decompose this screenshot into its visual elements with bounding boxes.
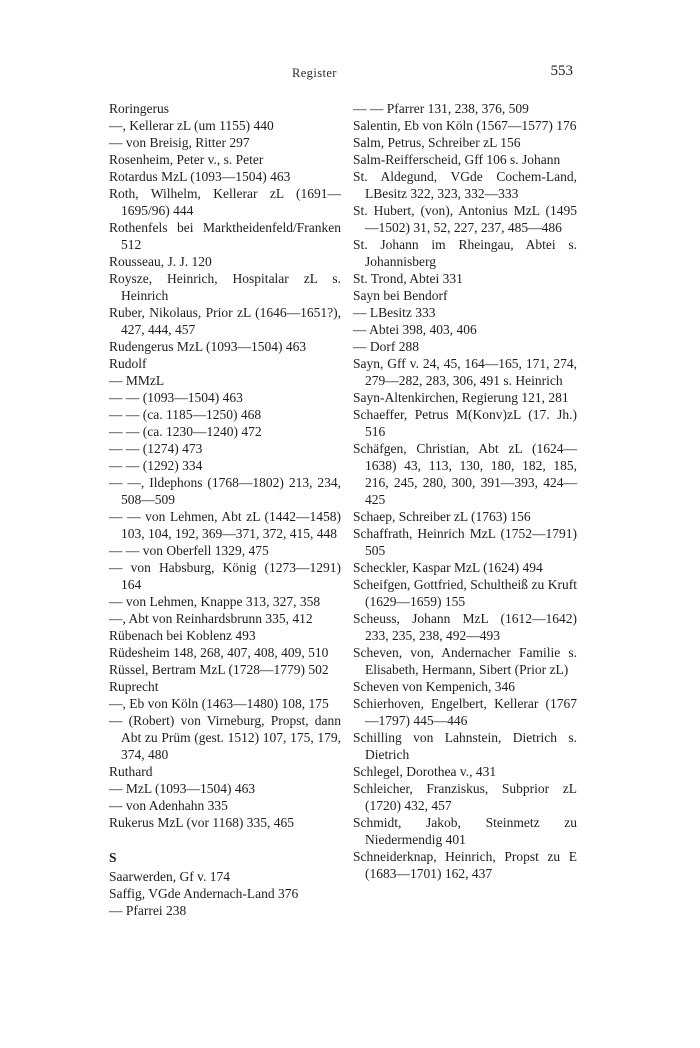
- index-entry: Schleicher, Franziskus, Subprior zL (1720) 432, 457: [353, 781, 577, 813]
- index-entry: —, Abt von Reinhardsbrunn 335, 412: [109, 611, 313, 626]
- index-entry: Rukerus MzL (vor 1168) 335, 465: [109, 815, 294, 830]
- index-entry: — von Habsburg, König (1273—1291) 164: [109, 560, 341, 592]
- index-entry: — — Pfarrer 131, 238, 376, 509: [353, 101, 529, 116]
- index-entry: Sayn, Gff v. 24, 45, 164—165, 171, 274, 279—282, 283, 306, 491 s. Heinrich: [353, 356, 577, 388]
- index-entry: St. Johann im Rheingau, Abtei s. Johannisberg: [353, 237, 577, 269]
- index-entry: St. Trond, Abtei 331: [353, 271, 463, 286]
- index-entry: Rudolf: [109, 356, 147, 371]
- index-entry: — Abtei 398, 403, 406: [353, 322, 477, 337]
- index-entry: — — von Lehmen, Abt zL (1442—1458) 103, 104, 192, 369—371, 372, 415, 448: [109, 509, 341, 541]
- index-entry: Rüdesheim 148, 268, 407, 408, 409, 510: [109, 645, 329, 660]
- index-entry: Schierhoven, Engelbert, Kellerar (1767—1797) 445—446: [353, 696, 577, 728]
- left-column: [109, 100, 341, 919]
- index-entry: Schilling von Lahnstein, Dietrich s. Dietrich: [353, 730, 577, 762]
- index-entry: Roth, Wilhelm, Kellerar zL (1691—1695/96) 444: [109, 186, 341, 218]
- index-entry: Roysze, Heinrich, Hospitalar zL s. Heinrich: [109, 271, 341, 303]
- index-entry: Schneiderknap, Heinrich, Propst zu E (1683—1701) 162, 437: [353, 849, 577, 881]
- index-entry: — — (1093—1504) 463: [109, 390, 243, 405]
- index-entry: Ruprecht: [109, 679, 159, 694]
- index-entry: Schaep, Schreiber zL (1763) 156: [353, 509, 531, 524]
- index-entry: — von Lehmen, Knappe 313, 327, 358: [109, 594, 321, 609]
- index-entry: — von Adenhahn 335: [109, 798, 228, 813]
- index-entry: Schlegel, Dorothea v., 431: [353, 764, 497, 779]
- index-entry: — — (1292) 334: [109, 458, 203, 473]
- index-entry: —, Kellerar zL (um 1155) 440: [109, 118, 274, 133]
- index-entry: Scheven von Kempenich, 346: [353, 679, 515, 694]
- running-head: Register: [292, 66, 337, 80]
- index-entry: Rüssel, Bertram MzL (1728—1779) 502: [109, 662, 329, 677]
- index-entry: — MzL (1093—1504) 463: [109, 781, 256, 796]
- index-entry: Scheckler, Kaspar MzL (1624) 494: [353, 560, 543, 575]
- index-entry: Ruthard: [109, 764, 153, 779]
- index-entry: — MMzL: [109, 373, 165, 388]
- right-column: [353, 100, 577, 882]
- index-entry: Rousseau, J. J. 120: [109, 254, 212, 269]
- index-entry: Scheifgen, Gottfried, Schultheiß zu Kruft (1629—1659) 155: [353, 577, 577, 609]
- index-entry: Salentin, Eb von Köln (1567—1577) 176: [353, 118, 577, 133]
- index-entry: — — (1274) 473: [109, 441, 203, 456]
- index-entry: Scheven, von, Andernacher Familie s. Elisabeth, Hermann, Sibert (Prior zL): [353, 645, 577, 677]
- page-number: 553: [550, 63, 573, 79]
- index-entry: Scheuss, Johann MzL (1612—1642) 233, 235, 238, 492—493: [353, 611, 577, 643]
- index-entry: — —, Ildephons (1768—1802) 213, 234, 508—509: [109, 475, 341, 507]
- index-entry: — (Robert) von Virneburg, Propst, dann Abt zu Prüm (gest. 1512) 107, 175, 179, 374, 480: [109, 713, 341, 762]
- index-entry: Saarwerden, Gf v. 174: [109, 869, 230, 884]
- index-entry: Rosenheim, Peter v., s. Peter: [109, 152, 264, 167]
- index-entry: Roringerus: [109, 101, 169, 116]
- index-entry: Rudengerus MzL (1093—1504) 463: [109, 339, 307, 354]
- index-entry: Schäfgen, Christian, Abt zL (1624—1638) 43, 113, 130, 180, 182, 185, 216, 245, 280, 300, 391—393, 424—425: [353, 441, 577, 507]
- index-entry: Sayn-Altenkirchen, Regierung 121, 281: [353, 390, 569, 405]
- index-entry: — — (ca. 1185—1250) 468: [109, 407, 262, 422]
- section-letter: S: [109, 850, 117, 865]
- index-entry: Saffig, VGde Andernach-Land 376: [109, 886, 299, 901]
- index-entry: — Dorf 288: [353, 339, 419, 354]
- index-entry: Salm-Reifferscheid, Gff 106 s. Johann: [353, 152, 561, 167]
- index-entry: St. Hubert, (von), Antonius MzL (1495—1502) 31, 52, 227, 237, 485—486: [353, 203, 577, 235]
- index-entry: Rübenach bei Koblenz 493: [109, 628, 256, 643]
- index-entry: Schmidt, Jakob, Steinmetz zu Niedermendig 401: [353, 815, 577, 847]
- index-entry: —, Eb von Köln (1463—1480) 108, 175: [109, 696, 329, 711]
- index-entry: — — von Oberfell 1329, 475: [109, 543, 269, 558]
- index-entry: Rothenfels bei Marktheidenfeld/Franken 512: [109, 220, 341, 252]
- index-entry: Schaeffer, Petrus M(Konv)zL (17. Jh.) 516: [353, 407, 577, 439]
- index-entry: Schaffrath, Heinrich MzL (1752—1791) 505: [353, 526, 577, 558]
- index-entry: St. Aldegund, VGde Cochem-Land, LBesitz 322, 323, 332—333: [353, 169, 577, 201]
- index-entry: Sayn bei Bendorf: [353, 288, 448, 303]
- index-entry: Rotardus MzL (1093—1504) 463: [109, 169, 291, 184]
- index-entry: — LBesitz 333: [353, 305, 436, 320]
- index-entry: — — (ca. 1230—1240) 472: [109, 424, 262, 439]
- index-entry: — von Breisig, Ritter 297: [109, 135, 250, 150]
- index-entry: Ruber, Nikolaus, Prior zL (1646—1651?), 427, 444, 457: [109, 305, 341, 337]
- index-entry: — Pfarrei 238: [109, 903, 187, 918]
- index-entry: Salm, Petrus, Schreiber zL 156: [353, 135, 521, 150]
